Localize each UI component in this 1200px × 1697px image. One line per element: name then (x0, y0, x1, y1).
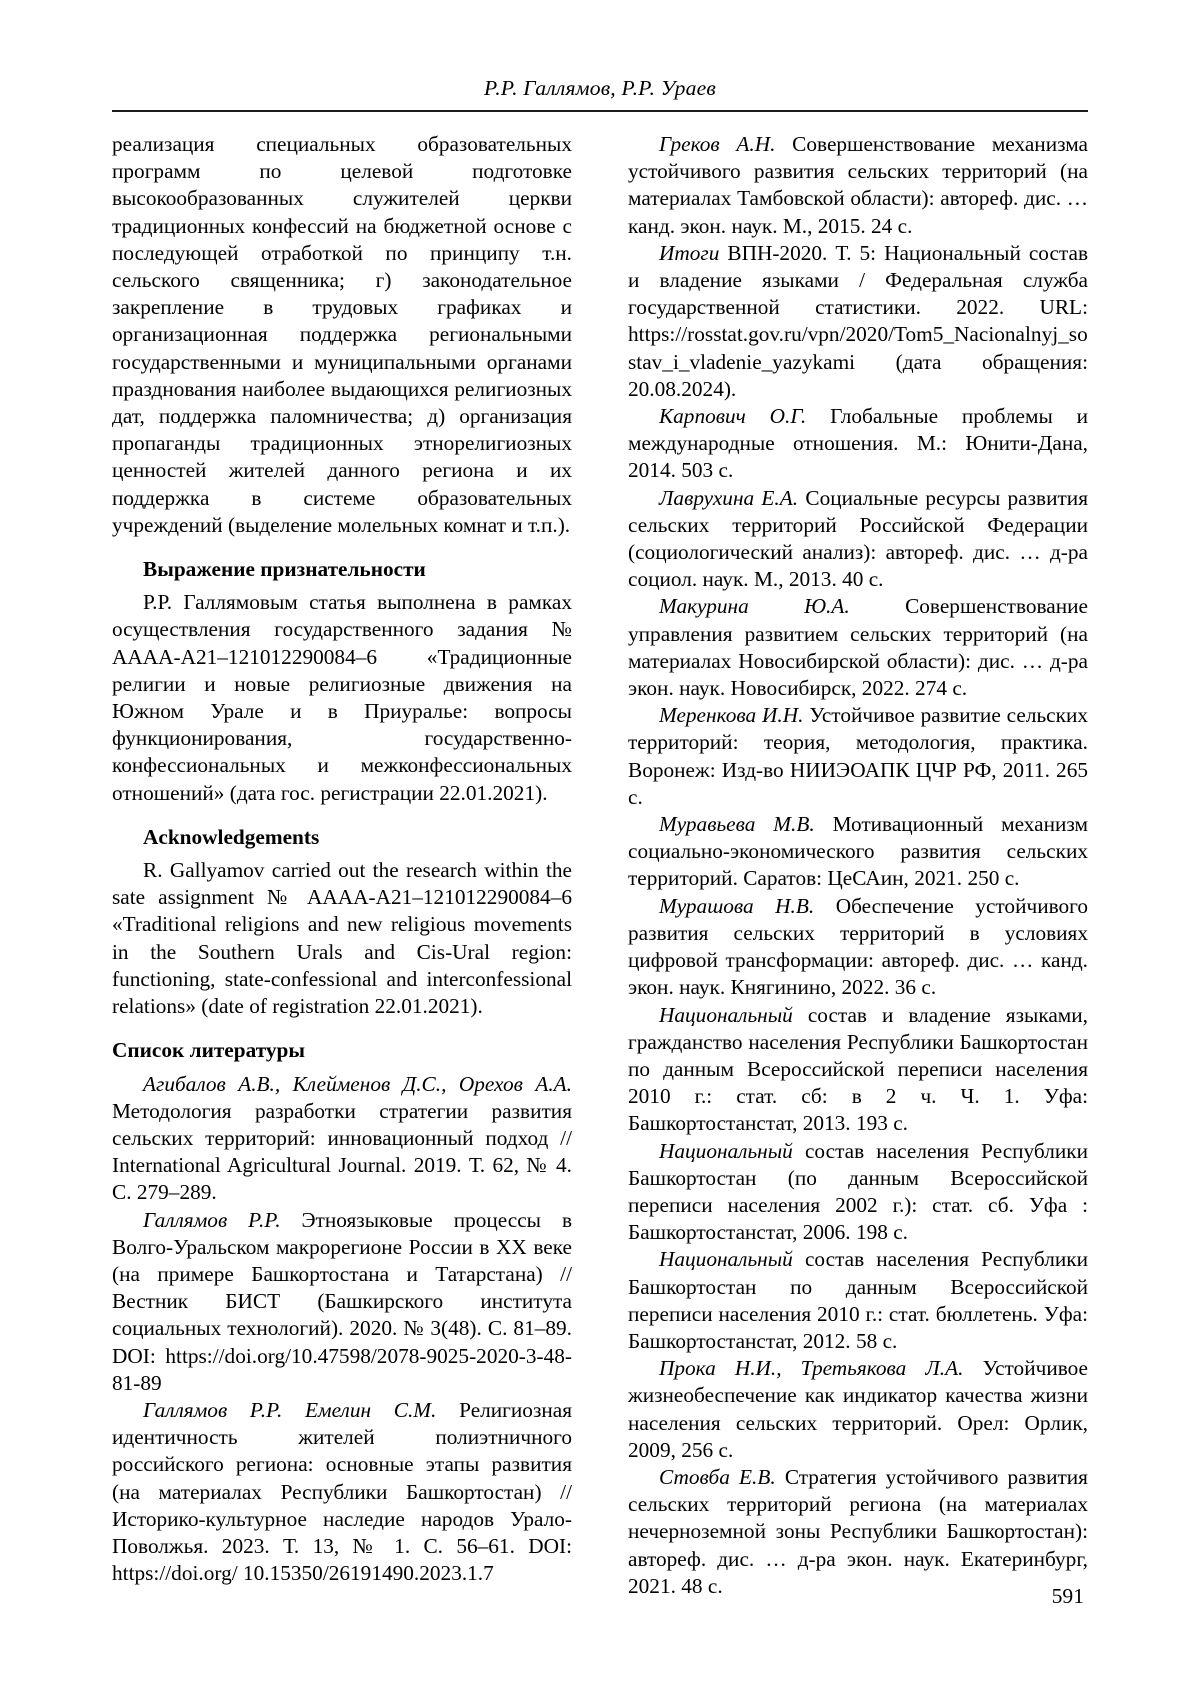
reference-text: Стратегия устойчивого развития сельских территорий региона (на материалах нечерноземной зоны Республики Башкортостан): автореф. дис. … д-ра экон. наук. Екатеринбург, 2021. 48 с. (628, 1464, 1088, 1598)
reference-text: состав населения Республики Башкортостан (по данным Всероссийской переписи населения 2002 г.): стат. сб. Уфа : Башкортостанстат, 2006. 198 с. (628, 1138, 1088, 1245)
reference-authors: Национальный (659, 1138, 793, 1163)
reference-item (628, 1138, 1088, 1247)
header-divider-rule (112, 110, 1088, 112)
reference-item (628, 1464, 1088, 1600)
reference-authors: Лаврухина Е.А. (659, 485, 799, 510)
reference-text: Социальные ресурсы развития сельских территорий Российской Федерации (социологический анализ): автореф. дис. … д-ра социол. наук. М., 2013. 40 с. (628, 485, 1089, 592)
reference-authors: Меренкова И.Н. (659, 703, 804, 728)
reference-text: Методология разработки стратегии развития сельских территорий: инновационный подход // International Agricultural Journal. 2019. Т. 62, № 4. С. 279–289. (112, 1098, 572, 1205)
two-column-body (112, 131, 1088, 1600)
section-heading-acknowledgements-ru: Выражение признательности (143, 557, 426, 582)
acknowledgements-ru-paragraph: Р.Р. Галлямовым статья выполнена в рамках осуществления государственного задания № АААА-А21–121012290084–6 «Традиционные религии и новые религиозные движения на Южном Урале и в Приуралье: вопросы функционирования, государственно-конфессиональных и межконфессиональных отношений» (дата гос. регистрации 22.01.2021). (112, 590, 572, 805)
reference-item (112, 1207, 572, 1397)
reference-text: Этноязыковые процессы в Волго-Уральском макрорегионе России в XX веке (на примере Башкортостана и Татарстана) // Вестник БИСТ (Башкирского института социальных технологий). 2020. № 3(48). С. 81–89. DOI: https://doi.org/10.47598/2078-9025-2020-3-48-81-89 (112, 1207, 572, 1395)
reference-authors: Макурина Ю.А. (659, 594, 850, 619)
reference-authors: Галлямов Р.Р. (143, 1207, 281, 1232)
reference-authors: Мурашова Н.В. (659, 893, 815, 918)
reference-authors: Греков А.Н. (659, 132, 776, 156)
reference-item (628, 131, 1088, 240)
reference-item (112, 1071, 572, 1207)
references-heading: Список литературы (112, 1038, 305, 1063)
reference-authors: Национальный (659, 1247, 793, 1272)
reference-item (628, 1246, 1088, 1355)
left-column (112, 131, 572, 1600)
section-heading-acknowledgements-en: Acknowledgements (143, 824, 320, 849)
reference-item (628, 403, 1088, 485)
page-number: 591 (1051, 1584, 1084, 1608)
reference-text: состав и владение языками, гражданство населения Республики Башкортостан по данным Всероссийской переписи населения 2010 г.: стат. сб: в 2 ч. Ч. 1. Уфа: Башкортостанстат, 2013. 193 с. (628, 1002, 1088, 1136)
reference-text: Устойчивое развитие сельских территорий: теория, методология, практика. Воронеж: Изд-во НИИЭОАПК ЦЧР РФ, 2011. 265 с. (628, 703, 1089, 809)
reference-text: Обеспечение устойчивого развития сельских территорий в условиях цифровой трансформации: автореф. дис. … канд. экон. наук. Княгинино, 2022. 36 с. (628, 893, 1089, 1000)
reference-text: Мотивационный механизм социально-экономического развития сельских территорий. Саратов: ЦеСАин, 2021. 250 с. (628, 812, 1088, 891)
reference-item (628, 811, 1088, 893)
body-paragraph-continuation: реализация специальных образовательных программ по целевой подготовке высокообразованных служителей церкви традиционных конфессий на бюджетной основе с последующей отработкой по принципу т.н. сельского священника; г) законодательное закрепление в трудовых графиках и организационная поддержка региональными государственными и муниципальными органами празднования наиболее выдающихся религиозных дат, поддержка паломничества; д) организация пропаганды традиционных этнорелигиозных ценностей жителей данного региона и их поддержка в системе образовательных учреждений (выделение молельных комнат и т.п.). (112, 132, 572, 537)
reference-authors: Галлямов Р.Р. Емелин С.М. (143, 1397, 437, 1422)
reference-text: Глобальные проблемы и международные отношения. М.: Юнити-Дана, 2014. 503 с. (628, 404, 1089, 483)
reference-authors: Муравьева М.В. (659, 812, 815, 837)
reference-text: состав населения Республики Башкортостан по данным Всероссийской переписи населения 2010 г.: стат. бюллетень. Уфа: Башкортостанстат, 2012. 58 с. (628, 1247, 1088, 1353)
reference-item (628, 240, 1088, 403)
reference-text: Совершенствование управления развитием сельских территорий (на материалах Новосибирской области): дис. … д-ра экон. наук. Новосибирск, 2022. 274 с. (628, 594, 1088, 701)
reference-authors: Агибалов А.В., Клейменов Д.С., Орехов А.А. (143, 1071, 572, 1096)
reference-item (628, 893, 1088, 1002)
reference-item (628, 1002, 1088, 1138)
reference-authors: Карпович О.Г. (659, 404, 807, 429)
reference-authors: Национальный (659, 1002, 793, 1027)
reference-item (628, 1355, 1088, 1464)
reference-text: Совершенствование механизма устойчивого развития сельских территорий (на материалах Тамбовской области): автореф. дис. … канд. экон. наук. М., 2015. 24 с. (628, 132, 1088, 238)
reference-authors: Прока Н.И., Третьякова Л.А. (659, 1356, 964, 1381)
reference-text: ВПН-2020. Т. 5: Национальный состав и владение языками / Федеральная служба государственной статистики. 2022. URL: https://rosstat.gov.ru/vpn/2020/Tom5_Nacionalnyj_sostav_i_vladenie_yazykami (дата обращения: 20.08.2024). (628, 240, 1089, 401)
reference-item (628, 702, 1088, 811)
reference-item (628, 593, 1088, 702)
reference-authors: Стовба Е.В. (659, 1464, 776, 1489)
acknowledgements-en-paragraph: R. Gallyamov carried out the research within the sate assignment № AAAA-A21–121012290084–6 «Traditional religions and new religious movements in the Southern Urals and Cis-Ural region: functioning, state-confessional and interconfessional relations» (date of registration 22.01.2021). (112, 858, 572, 1019)
reference-item (112, 1397, 572, 1587)
running-head-authors: Р.Р. Галлямов, Р.Р. Ураев (484, 76, 716, 100)
reference-item (628, 485, 1088, 594)
right-column (628, 131, 1088, 1600)
reference-text: Устойчивое жизнеобеспечение как индикатор качества жизни населения сельских территорий. Орел: Орлик, 2009, 256 с. (628, 1356, 1088, 1462)
reference-text: Религиозная идентичность жителей полиэтничного российского региона: основные этапы развития (на материалах Республики Башкортостан) // Историко-культурное наследие народов Урало-Поволжья. 2023. Т. 13, № 1. С. 56–61. DOI: https://doi.org/ 10.15350/26191490.2023.1.7 (112, 1397, 573, 1586)
reference-authors: Итоги (659, 240, 720, 265)
